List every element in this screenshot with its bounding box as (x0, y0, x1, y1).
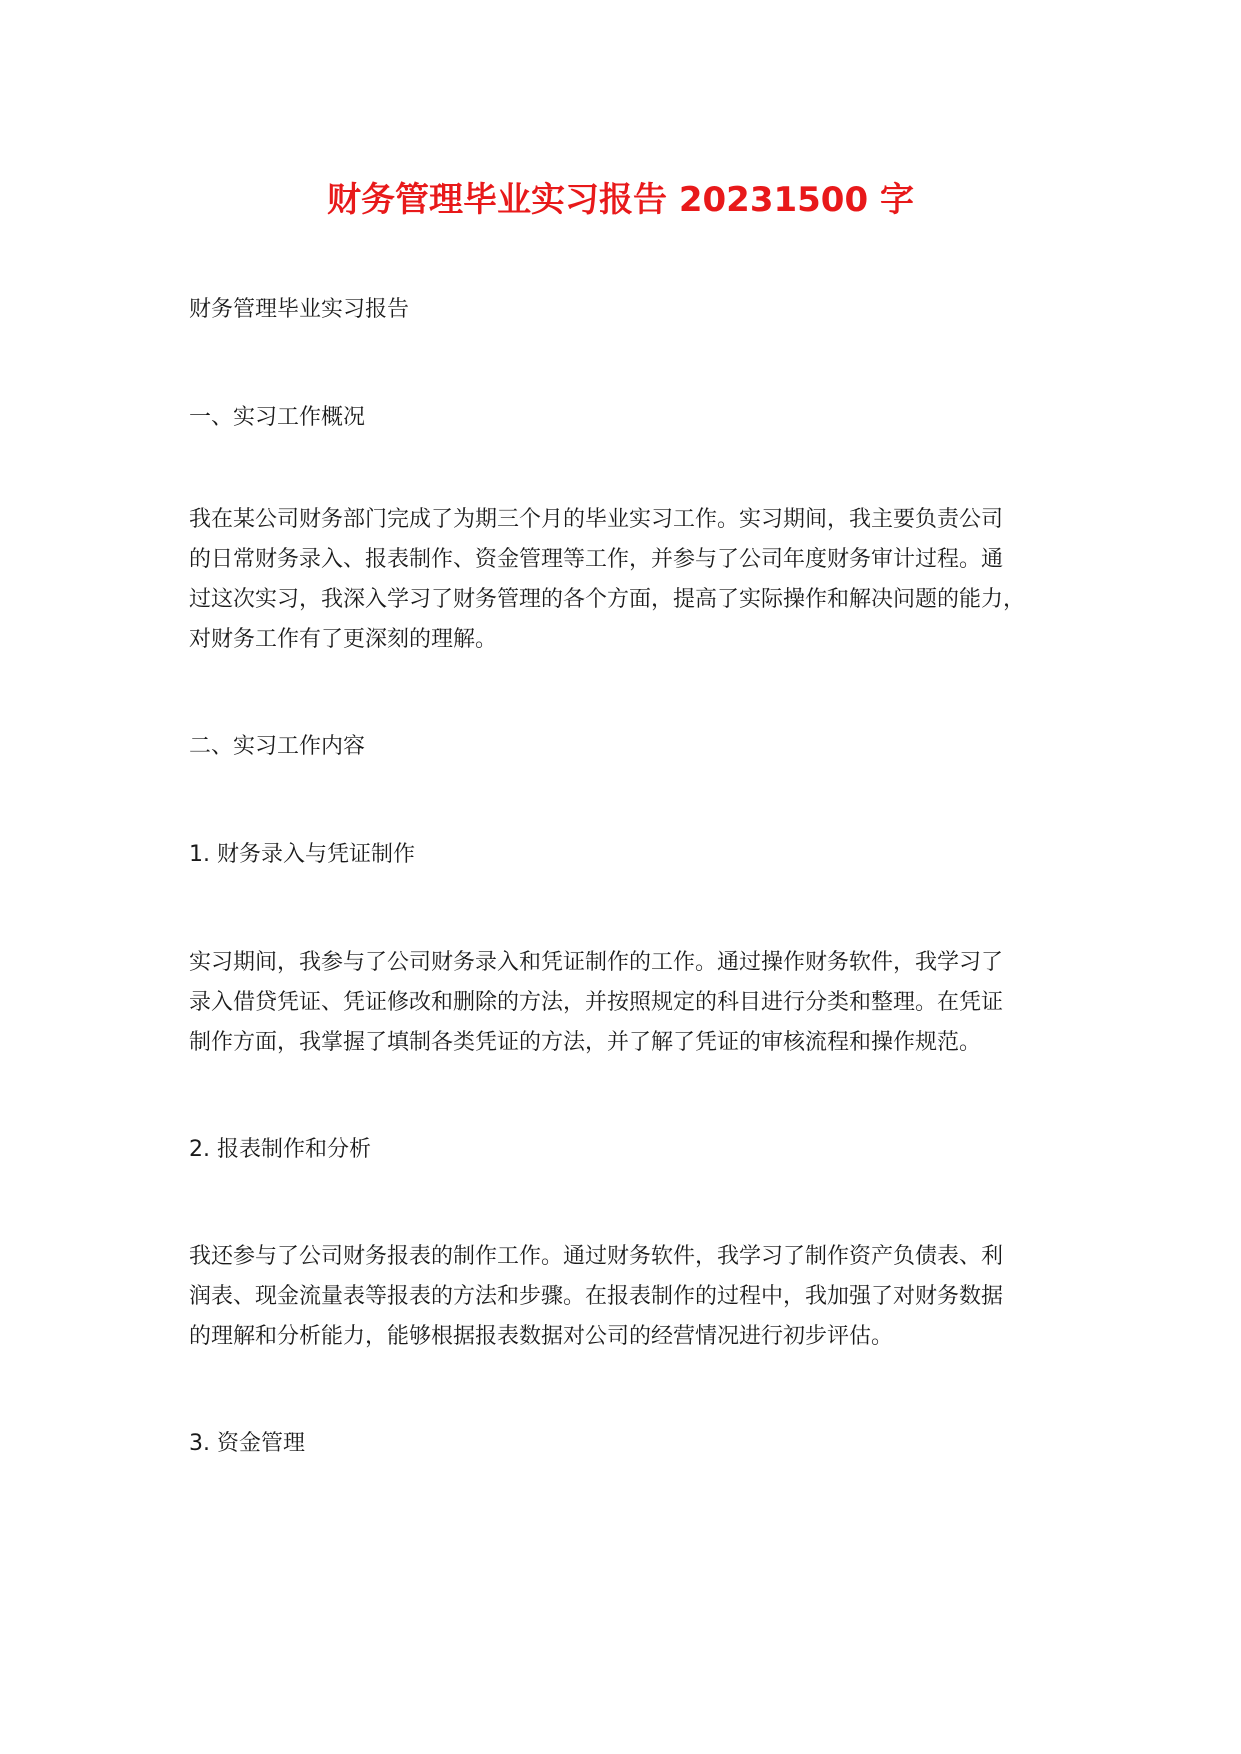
paragraph-line: 的理解和分析能力，能够根据报表数据对公司的经营情况进行初步评估。 (189, 1324, 894, 1349)
item-3-heading: 3. 资金管理 (189, 1431, 305, 1456)
paragraph-line: 对财务工作有了更深刻的理解。 (189, 627, 498, 652)
paragraph-line: 的日常财务录入、报表制作、资金管理等工作，并参与了公司年度财务审计过程。通 (189, 547, 1004, 572)
section-1-paragraph (189, 500, 1079, 660)
paragraph-line: 润表、现金流量表等报表的方法和步骤。在报表制作的过程中，我加强了对财务数据 (189, 1284, 1004, 1309)
document-title: 财务管理毕业实习报告 20231500 字 (327, 180, 914, 220)
item-2-paragraph (189, 1237, 1079, 1357)
paragraph-line: 实习期间，我参与了公司财务录入和凭证制作的工作。通过操作财务软件，我学习了 (189, 950, 1004, 975)
section-1-heading: 一、实习工作概况 (189, 405, 366, 430)
item-2-heading: 2. 报表制作和分析 (189, 1137, 371, 1162)
paragraph-line: 我在某公司财务部门完成了为期三个月的毕业实习工作。实习期间，我主要负责公司 (189, 507, 1004, 532)
paragraph-line: 制作方面，我掌握了填制各类凭证的方法，并了解了凭证的审核流程和操作规范。 (189, 1030, 982, 1055)
paragraph-line: 我还参与了公司财务报表的制作工作。通过财务软件，我学习了制作资产负债表、利 (189, 1244, 1004, 1269)
document-subtitle: 财务管理毕业实习报告 (189, 297, 410, 322)
section-2-heading: 二、实习工作内容 (189, 734, 366, 759)
item-1-paragraph (189, 943, 1079, 1063)
paragraph-line: 录入借贷凭证、凭证修改和删除的方法，并按照规定的科目进行分类和整理。在凭证 (189, 990, 1004, 1015)
item-1-heading: 1. 财务录入与凭证制作 (189, 842, 415, 867)
paragraph-line: 过这次实习，我深入学习了财务管理的各个方面，提高了实际操作和解决问题的能力， (189, 587, 1026, 612)
